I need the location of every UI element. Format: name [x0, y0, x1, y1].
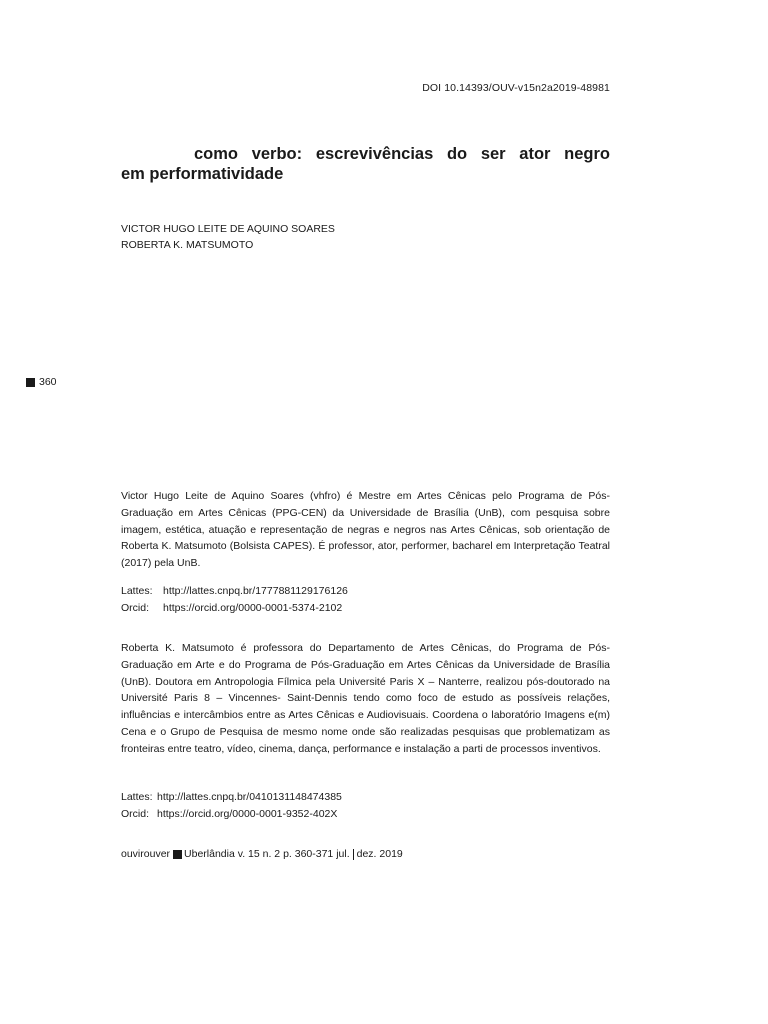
lattes-link[interactable]: http://lattes.cnpq.br/1777881129176126: [163, 585, 348, 597]
orcid-label: Orcid:: [121, 807, 150, 820]
author-list: [121, 221, 335, 253]
square-bullet-icon: [173, 850, 182, 859]
author-bio-soares: Victor Hugo Leite de Aquino Soares (vhfro) é Mestre em Artes Cênicas pelo Programa de Pós-Graduação em Artes Cênicas (PPG-CEN) da Universidade de Brasília (UnB), com pesquisa sobre imagem, estética, atuação e representação de negras e negros nas Artes Cênicas, sob orientação de Roberta K. Matsumoto (Bolsista CAPES). É professor, ator, performer, bacharel em Interpretação Teatral (2017) pela UnB.: [121, 490, 610, 570]
author-bio-matsumoto: Roberta K. Matsumoto é professora do Departamento de Artes Cênicas, do Programa de Pós-Graduação em Arte e do Programa de Pós-Graduação em Artes Cênicas da Universidade de Brasília (UnB). Doutora em Antropologia Fílmica pela Université Paris X – Nanterre, realizou pós-doutorado na Université Paris 8 – Vincennes- Saint-Dennis tendo como foco de estudo as possíveis relações, influências e intercâmbios entre as Artes Cênicas e Audiovisuais. Coordena o laboratório Imagens e(m) Cena e o Grupo de Pesquisa de mesmo nome onde são realizadas pesquisas que problematizam as fronteiras entre teatro, vídeo, cinema, dança, performance e instalação a parti de processos inventivos.: [121, 642, 610, 755]
page-number: 360: [39, 376, 57, 388]
article-title: [121, 144, 610, 184]
author-name: ROBERTA K. MATSUMOTO: [121, 239, 254, 251]
author-name: VICTOR HUGO LEITE DE AQUINO SOARES: [121, 223, 335, 235]
orcid-label: Orcid:: [121, 601, 150, 614]
doi-identifier: DOI 10.14393/OUV-v15n2a2019-48981: [422, 82, 610, 94]
orcid-link[interactable]: https://orcid.org/0000-0001-5374-2102: [163, 601, 343, 614]
page-number-marker: [26, 376, 57, 388]
lattes-row: [121, 583, 348, 600]
journal-name: ouvirouver: [121, 848, 171, 860]
title-line-1: como verbo: escrevivências do ser ator negro: [194, 145, 610, 163]
author-links-soares: [121, 583, 348, 616]
orcid-row: [121, 806, 342, 823]
square-bullet-icon: [26, 378, 35, 387]
vertical-divider: [353, 849, 354, 860]
lattes-label: Lattes:: [121, 791, 153, 803]
lattes-label: Lattes:: [121, 585, 153, 597]
author-links-matsumoto: [121, 789, 342, 822]
lattes-row: [121, 789, 342, 806]
orcid-row: [121, 600, 348, 617]
orcid-link[interactable]: https://orcid.org/0000-0001-9352-402X: [157, 807, 338, 820]
journal-date: dez. 2019: [356, 848, 403, 860]
journal-footer: [121, 848, 403, 860]
lattes-link[interactable]: http://lattes.cnpq.br/0410131148474385: [157, 791, 342, 803]
journal-issue: Uberlândia v. 15 n. 2 p. 360-371 jul.: [184, 848, 350, 860]
title-line-2: em performatividade: [121, 165, 284, 183]
